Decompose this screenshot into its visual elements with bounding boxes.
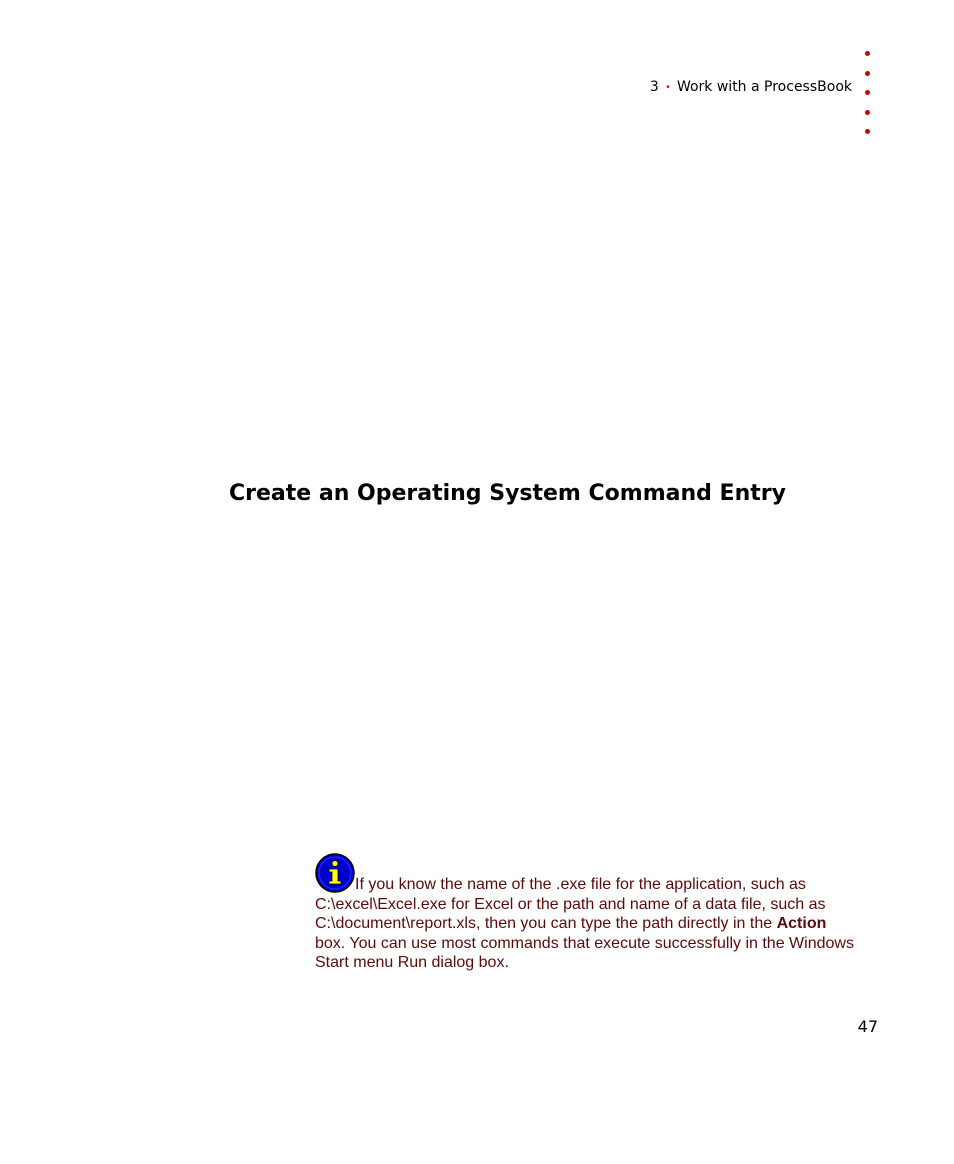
note-line-3: C:\document\report.xls, then you can type the path directly in the [315, 915, 777, 933]
dot [865, 71, 870, 76]
page-number: 47 [857, 1017, 878, 1036]
info-note [315, 849, 875, 973]
note-line-1: If you know the name of the .exe file for the application, such as [355, 876, 806, 893]
info-icon [315, 853, 355, 893]
section-title: Work with a ProcessBook [676, 79, 852, 95]
action-term: Action [776, 915, 827, 933]
dot [865, 51, 870, 56]
running-header [600, 79, 852, 95]
note-line-4: box. You can use most commands that execute successfully in the Windows [315, 934, 854, 952]
chapter-number: 3 [649, 79, 659, 95]
note-line-2: C:\excel\Excel.exe for Excel or the path and name of a data file, such as [315, 895, 826, 913]
note-line-5: Start menu Run dialog box. [315, 954, 509, 972]
header-bullet: • [665, 83, 671, 93]
dot [865, 110, 870, 115]
decorative-dots [865, 51, 873, 149]
dot [865, 129, 870, 134]
dot [865, 90, 870, 95]
page-title: Create an Operating System Command Entry [229, 481, 786, 506]
